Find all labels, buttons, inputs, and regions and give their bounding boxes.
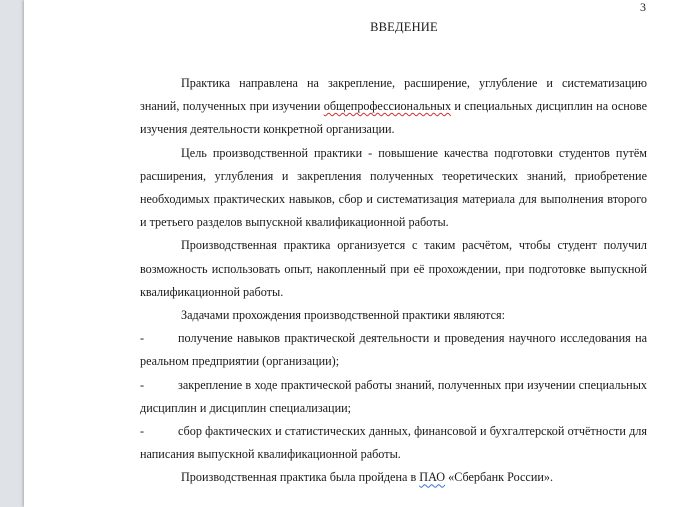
paragraph-1-text-b: и специальных дисциплин на основе изучения деятельности конкретной организации. — [140, 99, 647, 137]
document-page[interactable] — [24, 0, 700, 507]
grammar-flagged-word[interactable]: ПАО — [419, 470, 446, 485]
paragraph-1-text-a: Практика направлена на закрепление, расширение, углубление и систематизацию знаний, полученных при изучении — [140, 76, 647, 114]
list-dash: - — [140, 424, 145, 439]
paragraph-3: Производственная практика организуется с таким расчётом, чтобы студент получил возможность использовать опыт, накопленный при её прохождении, при подготовке выпускной квалификационной работы. — [140, 238, 647, 299]
list-item-3 — [140, 420, 647, 466]
list-item-2-text: закрепление в ходе практической работы знаний, полученных при изучении специальных дисциплин и дисциплин специализации; — [140, 377, 647, 415]
page-number: 3 — [640, 0, 646, 14]
list-item-2 — [140, 374, 647, 420]
paragraph-5-text-a: Производственная практика была пройдена в — [181, 470, 420, 485]
paragraph-5-text-b: «Сбербанк России». — [445, 470, 554, 485]
list-item-1 — [140, 327, 647, 373]
spelling-flagged-word[interactable]: общепрофессиональных — [323, 99, 452, 114]
list-item-1-text: получение навыков практической деятельности и проведения научного исследования на реальном предприятии (организации); — [140, 331, 647, 369]
list-item-3-text: сбор фактических и статистических данных, финансовой и бухгалтерской отчётности для написания выпускной квалификационной работы. — [140, 424, 647, 462]
paragraph-4: Задачами прохождения производственной практики являются: — [181, 308, 506, 323]
paragraph-1 — [140, 72, 647, 142]
paragraph-2: Цель производственной практики - повышение качества подготовки студентов путём расширения, углубления и закрепления полученных теоретических знаний, приобретение необходимых практических навыков, сбор и систематизация материала для выполнения второго и третьего разделов выпускной квалификационной работы. — [140, 145, 647, 230]
list-dash: - — [140, 331, 145, 346]
list-dash: - — [140, 377, 145, 392]
paragraph-5 — [140, 466, 647, 489]
document-heading: ВВЕДЕНИЕ — [370, 20, 438, 34]
document-body[interactable] — [140, 72, 647, 490]
